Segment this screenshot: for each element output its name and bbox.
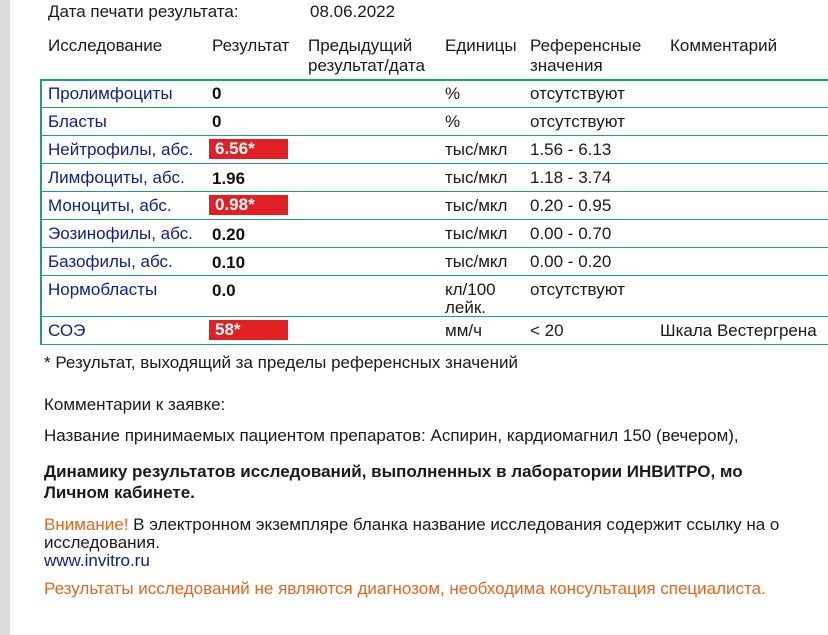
col-study: Исследование bbox=[48, 36, 163, 55]
result-value: 0.0 bbox=[212, 281, 236, 300]
study-link[interactable]: Нормобласты bbox=[48, 280, 158, 299]
reference: 1.18 - 3.74 bbox=[530, 168, 612, 187]
result-value: 0 bbox=[212, 112, 222, 131]
study-link[interactable]: Лимфоциты, абс. bbox=[48, 168, 185, 187]
result-value-flagged: 0.98* bbox=[209, 195, 288, 215]
print-date-label: Дата печати результата: bbox=[48, 2, 239, 21]
study-link[interactable]: Эозинофилы, абс. bbox=[48, 224, 193, 243]
disclaimer: Результаты исследований не являются диагнозом, необходима консультация специалиста. bbox=[44, 579, 766, 598]
results-table bbox=[40, 79, 828, 347]
result-value-flagged: 6.56* bbox=[209, 139, 288, 159]
dynamics-line-1: Динамику результатов исследований, выполненных в лаборатории ИНВИТРО, мо bbox=[44, 462, 743, 481]
col-comment: Комментарий bbox=[670, 36, 778, 55]
attention-label: Внимание! bbox=[44, 515, 129, 534]
unit: кл/100 bbox=[445, 280, 496, 299]
unit: % bbox=[445, 112, 461, 131]
table-row bbox=[40, 164, 828, 192]
unit-line-2: лейк. bbox=[445, 298, 487, 317]
study-link[interactable]: Базофилы, абс. bbox=[48, 252, 173, 271]
attention-notice bbox=[44, 516, 779, 552]
unit: тыс/мкл bbox=[445, 252, 508, 271]
reference: отсутствуют bbox=[530, 112, 625, 131]
reference: 1.56 - 6.13 bbox=[530, 140, 612, 159]
attention-text: В электронном экземпляре бланка название исследования содержит ссылку на о bbox=[128, 515, 780, 534]
unit: мм/ч bbox=[445, 321, 482, 340]
reference: 0.00 - 0.70 bbox=[530, 224, 612, 243]
reference: 0.00 - 0.20 bbox=[530, 252, 612, 271]
table-row bbox=[40, 220, 828, 248]
comments-title: Комментарии к заявке: bbox=[44, 395, 226, 414]
table-row bbox=[40, 248, 828, 276]
table-row bbox=[40, 81, 828, 108]
study-link[interactable]: Пролимфоциты bbox=[48, 84, 173, 103]
attention-line-2: исследования. bbox=[44, 533, 160, 552]
col-previous-1: Предыдущий bbox=[308, 36, 413, 55]
reference: отсутствуют bbox=[530, 84, 625, 103]
col-result: Результат bbox=[212, 36, 290, 55]
study-link[interactable]: Бласты bbox=[48, 112, 107, 131]
unit: тыс/мкл bbox=[445, 168, 508, 187]
table-row bbox=[40, 276, 828, 317]
study-link[interactable]: СОЭ bbox=[48, 321, 86, 340]
table-row bbox=[40, 136, 828, 164]
table-row bbox=[40, 192, 828, 220]
result-value: 0.10 bbox=[212, 253, 246, 272]
reference: 0.20 - 0.95 bbox=[530, 196, 612, 215]
result-value-flagged: 58* bbox=[209, 320, 288, 340]
print-date-value: 08.06.2022 bbox=[310, 2, 396, 21]
comment: Шкала Вестергрена bbox=[660, 321, 817, 340]
col-reference-2: значения bbox=[530, 56, 603, 75]
table-row bbox=[40, 108, 828, 136]
study-link[interactable]: Нейтрофилы, абс. bbox=[48, 140, 194, 159]
col-units: Единицы bbox=[445, 36, 517, 55]
table-row bbox=[40, 317, 828, 345]
study-link[interactable]: Моноциты, абс. bbox=[48, 196, 172, 215]
result-value: 0.20 bbox=[212, 225, 246, 244]
dynamics-line-2: Личном кабинете. bbox=[44, 483, 195, 502]
col-reference-1: Референсные bbox=[530, 36, 642, 55]
unit: тыс/мкл bbox=[445, 224, 508, 243]
result-value: 0 bbox=[212, 84, 222, 103]
reference: отсутствуют bbox=[530, 280, 625, 299]
unit: % bbox=[445, 84, 461, 103]
unit: тыс/мкл bbox=[445, 196, 508, 215]
dynamics-notice bbox=[44, 461, 743, 503]
result-value: 1.96 bbox=[212, 169, 246, 188]
website-link[interactable]: www.invitro.ru bbox=[44, 551, 150, 570]
unit: тыс/мкл bbox=[445, 140, 508, 159]
reference: < 20 bbox=[530, 321, 564, 340]
col-previous-2: результат/дата bbox=[308, 56, 425, 75]
footnote: * Результат, выходящий за пределы референсных значений bbox=[44, 353, 518, 372]
medications: Название принимаемых пациентом препаратов: Аспирин, кардиомагнил 150 (вечером), bbox=[44, 426, 739, 445]
left-gutter bbox=[0, 0, 10, 635]
